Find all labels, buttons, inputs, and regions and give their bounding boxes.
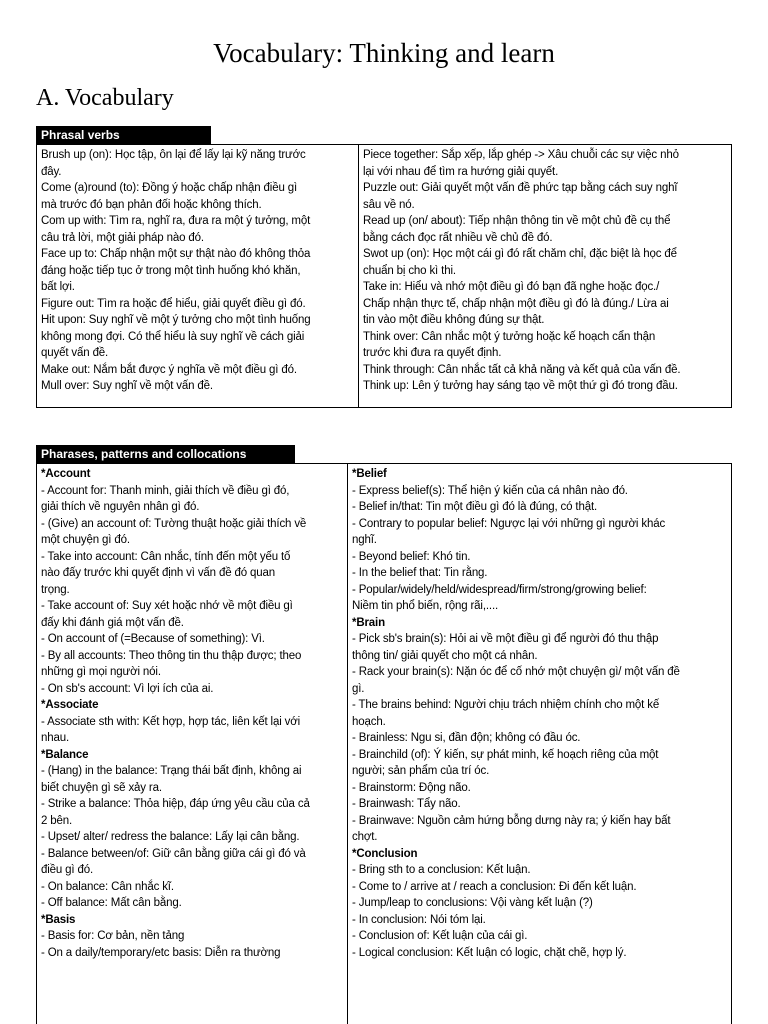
entry-line: - (Give) an account of: Tường thuật hoặc giải thích về [41,517,307,530]
entry-line: - On account of (=Because of something): Vì. [41,633,265,645]
entry-line: chuẩn bị cho kì thi. [363,264,456,277]
entry-line: nào đấy trước khi quyết định vì vấn đề đó quan [41,567,276,579]
phrasal-verbs-table [36,144,732,408]
entry-group-heading: *Conclusion [352,847,418,860]
entry-line: - Brainwash: Tẩy não. [352,798,461,810]
entry-line: câu trả lời, một giải pháp nào đó. [41,231,204,244]
entry-line: Think through: Cân nhắc tất cả khả năng và kết quả của vấn đề. [363,363,681,376]
entry-line: gì. [352,682,365,695]
collocations-right-column [348,464,731,1024]
entry-line: đây. [41,165,62,178]
entry-group-heading: *Belief [352,468,387,480]
entry-line: thông tin/ giải quyết cho một cá nhân. [352,649,538,662]
entry-line: - (Hang) in the balance: Trạng thái bất định, không ai [41,765,302,777]
entry-line: - The brains behind: Người chịu trách nhiệm chính cho một kế [352,699,660,711]
entry-group-heading: *Basis [41,913,76,926]
entry-line: - Brainless: Ngu si, đần độn; không có đầu óc. [352,732,581,744]
entry-line: Think over: Cân nhắc một ý tưởng hoặc kế hoạch cẩn thận [363,330,656,343]
entry-line: - Balance between/of: Giữ cân bằng giữa cái gì đó và [41,847,306,860]
entry-line: Chấp nhận thực tế, chấp nhận một điều gì đó là đúng./ Lừa ai [363,297,669,310]
entry-line: mà trước đó bạn phản đối hoặc không thích. [41,198,262,211]
entry-line: - Off balance: Mất cân bằng. [41,897,182,909]
entry-line: - Brainstorm: Động não. [352,781,471,794]
entry-line: - Bring sth to a conclusion: Kết luận. [352,864,531,876]
entry-line: đấy khi đánh giá một vấn đề. [41,616,184,629]
phrasal-verbs-left-column [37,145,359,407]
entry-line: những gì mọi người nói. [41,666,161,678]
entry-line: chợt. [352,831,378,843]
phrasal-verbs-right-column [359,145,731,407]
phrasal-verbs-label: Phrasal verbs [36,126,211,144]
entry-line: - Take account of: Suy xét hoặc nhớ về một điều gì [41,600,293,612]
entry-line: Come (a)round (to): Đồng ý hoặc chấp nhận điều gì [41,182,298,194]
entry-line: - In conclusion: Nói tóm lại. [352,913,486,926]
entry-line: - Upset/ alter/ redress the balance: Lấy lại cân bằng. [41,831,300,843]
collocations-table [36,463,732,1024]
entry-line: giải thích về nguyên nhân gì đó. [41,501,200,513]
entry-line: sâu về nó. [363,198,415,211]
entry-line: - Contrary to popular belief: Ngược lại với những gì người khác [352,517,666,530]
collocations-left-column [37,464,348,1024]
entry-line: Face up to: Chấp nhận một sự thật nào đó không thỏa [41,248,311,260]
entry-line: - Belief in/that: Tin một điều gì đó là đúng, có thật. [352,501,598,513]
entry-line: - Rack your brain(s): Nặn óc để cố nhớ một chuyện gì/ một vấn đề [352,666,680,678]
entry-line: Think up: Lên ý tưởng hay sáng tạo về một thứ gì đó trong đầu. [363,380,678,392]
entry-line: - On sb's account: Vì lợi ích của ai. [41,682,214,695]
entry-line: Figure out: Tìm ra hoặc để hiểu, giải quyết điều gì đó. [41,297,306,310]
entry-line: Swot up (on): Học một cái gì đó rất chăm chỉ, đặc biệt là học để [363,248,677,260]
entry-line: nghĩ. [352,534,377,546]
entry-line: trọng. [41,583,70,596]
entry-line: - Take into account: Cân nhắc, tính đến một yếu tố [41,550,291,563]
entry-line: - On a daily/temporary/etc basis: Diễn ra thường [41,946,281,959]
entry-line: - Account for: Thanh minh, giải thích về điều gì đó, [41,484,290,497]
entry-line: - Brainwave: Nguồn cảm hứng bỗng dưng này ra; ý kiến hay bất [352,814,671,827]
entry-line: - On balance: Cân nhắc kĩ. [41,880,174,893]
entry-group-heading: *Account [41,468,91,480]
entry-group-heading: *Balance [41,748,89,761]
entry-line: Mull over: Suy nghĩ về một vấn đề. [41,380,213,392]
entry-line: Read up (on/ about): Tiếp nhận thông tin về một chủ đề cụ thể [363,215,671,227]
entry-line: đáng hoặc tiếp tục ở trong một tình huống khó khăn, [41,264,301,277]
entry-line: - In the belief that: Tin rằng. [352,567,488,579]
entry-line: - By all accounts: Theo thông tin thu thập được; theo [41,649,302,662]
entry-line: - Jump/leap to conclusions: Vội vàng kết luận (?) [352,897,593,909]
entry-line: lại với nhau để tìm ra hướng giải quyết. [363,165,559,178]
entry-line: biết chuyện gì sẽ xảy ra. [41,781,162,794]
entry-line: Take in: Hiểu và nhớ một điều gì đó bạn đã nghe hoặc đọc./ [363,281,660,293]
entry-line: Piece together: Sắp xếp, lắp ghép -> Xâu chuỗi các sự việc nhỏ [363,149,679,161]
entry-line: Brush up (on): Học tập, ôn lại để lấy lại kỹ năng trước [41,149,306,161]
entry-line: một chuyện gì đó. [41,534,130,546]
entry-line: Niềm tin phổ biến, rộng rãi,.... [352,600,499,612]
entry-line: Com up with: Tìm ra, nghĩ ra, đưa ra một ý tưởng, một [41,215,311,227]
entry-line: bằng cách đọc rất nhiều về chủ đề đó. [363,231,553,244]
entry-line: không mong đợi. Có thể hiểu là suy nghĩ về cách giải [41,330,305,343]
entry-group-heading: *Brain [352,616,385,629]
entry-line: trước khi đưa ra quyết định. [363,347,502,359]
entry-line: điều gì đó. [41,864,94,876]
entry-line: bất lợi. [41,281,75,293]
entry-line: hoạch. [352,715,386,728]
entry-line: - Beyond belief: Khó tin. [352,550,471,563]
entry-line: Puzzle out: Giải quyết một vấn đề phức tạp bằng cách suy nghĩ [363,182,678,194]
entry-line: 2 bên. [41,814,73,827]
entry-line: - Basis for: Cơ bản, nền tảng [41,930,185,942]
entry-line: Hit upon: Suy nghĩ về một ý tưởng cho một tình huống [41,314,311,326]
entry-line: - Come to / arrive at / reach a conclusion: Đi đến kết luận. [352,880,637,893]
entry-group-heading: *Associate [41,699,99,711]
section-heading: A. Vocabulary [36,85,174,111]
entry-line: - Popular/widely/held/widespread/firm/strong/growing belief: [352,583,647,596]
entry-line: - Brainchild (of): Ý kiến, sự phát minh, kế hoạch riêng của một [352,748,659,761]
page-title: Vocabulary: Thinking and learn [213,38,555,68]
entry-line: người; sản phẩm của trí óc. [352,765,490,777]
entry-line: - Express belief(s): Thể hiện ý kiến của cá nhân nào đó. [352,484,628,497]
entry-line: Make out: Nắm bắt được ý nghĩa về một điều gì đó. [41,363,297,376]
collocations-label: Pharases, patterns and collocations [36,445,295,463]
entry-line: - Associate sth with: Kết hợp, hợp tác, liên kết lại với [41,715,301,728]
entry-line: - Conclusion of: Kết luận của cái gì. [352,930,528,942]
entry-line: - Pick sb's brain(s): Hỏi ai về một điều gì để người đó thu thập [352,633,659,645]
entry-line: nhau. [41,732,70,744]
entry-line: tin vào một điều không đúng sự thật. [363,314,545,326]
entry-line: - Logical conclusion: Kết luận có logic, chặt chẽ, hợp lý. [352,946,627,959]
entry-line: - Strike a balance: Thỏa hiệp, đáp ứng yêu cầu của cả [41,798,310,810]
entry-line: quyết vấn đề. [41,347,109,359]
